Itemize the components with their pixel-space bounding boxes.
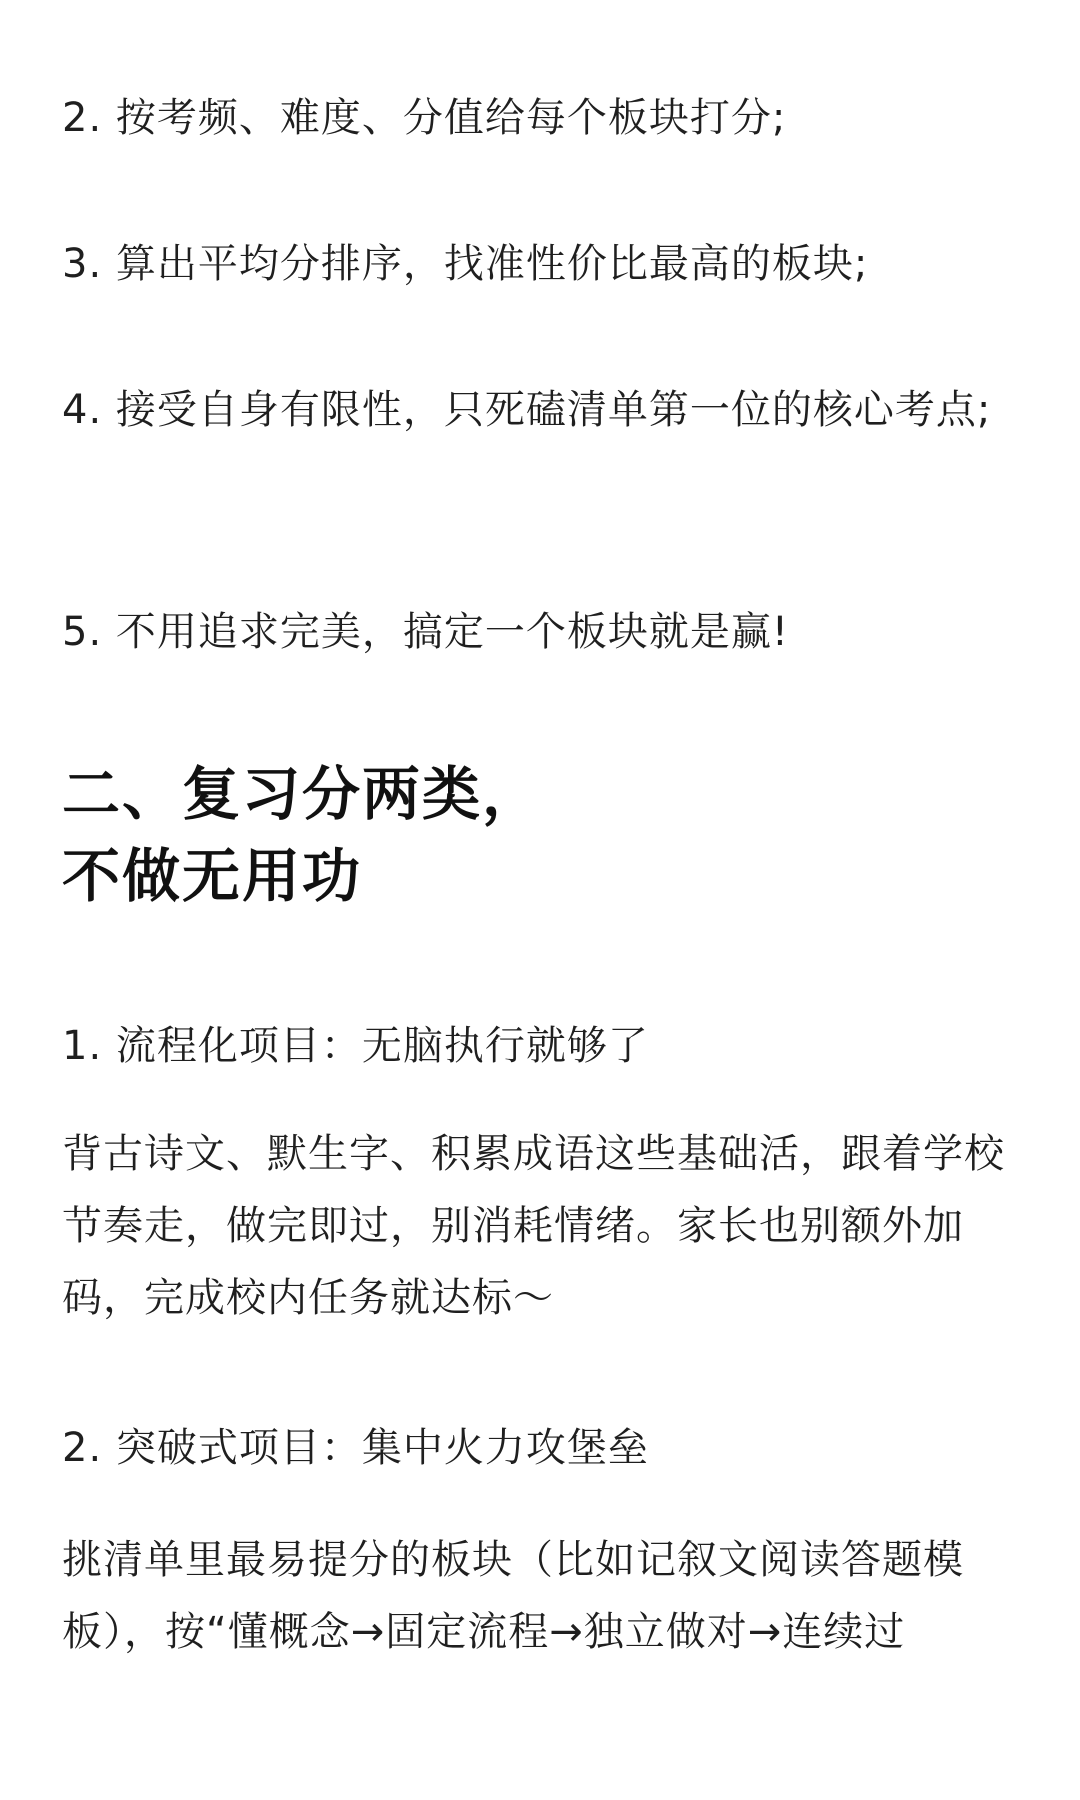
list-item-4: 4. 接受自身有限性，只死磕清单第一位的核心考点; bbox=[62, 387, 992, 433]
section-heading-line-2: 不做无用功 bbox=[62, 842, 363, 910]
list-item-3: 3. 算出平均分排序，找准性价比最高的板块; bbox=[62, 241, 869, 287]
list-item-5: 5. 不用追求完美，搞定一个板块就是赢! bbox=[62, 609, 789, 655]
section-heading-line-1: 二、复习分两类， bbox=[62, 760, 543, 828]
subsection-2-body: 挑清单里最易提分的板块（比如记叙文阅读答题模板），按“懂概念→固定流程→独立做对→连续过 bbox=[62, 1537, 964, 1655]
subsection-1-body: 背古诗文、默生字、积累成语这些基础活，跟着学校节奏走，做完即过，别消耗情绪。家长也别额外加码，完成校内任务就达标～ bbox=[62, 1131, 1005, 1321]
subsection-2-title: 2. 突破式项目：集中火力攻堡垒 bbox=[62, 1425, 649, 1471]
section-heading bbox=[62, 753, 1028, 917]
list-item-2: 2. 按考频、难度、分值给每个板块打分; bbox=[62, 95, 787, 141]
subsection-1-title: 1. 流程化项目：无脑执行就够了 bbox=[62, 1023, 649, 1069]
